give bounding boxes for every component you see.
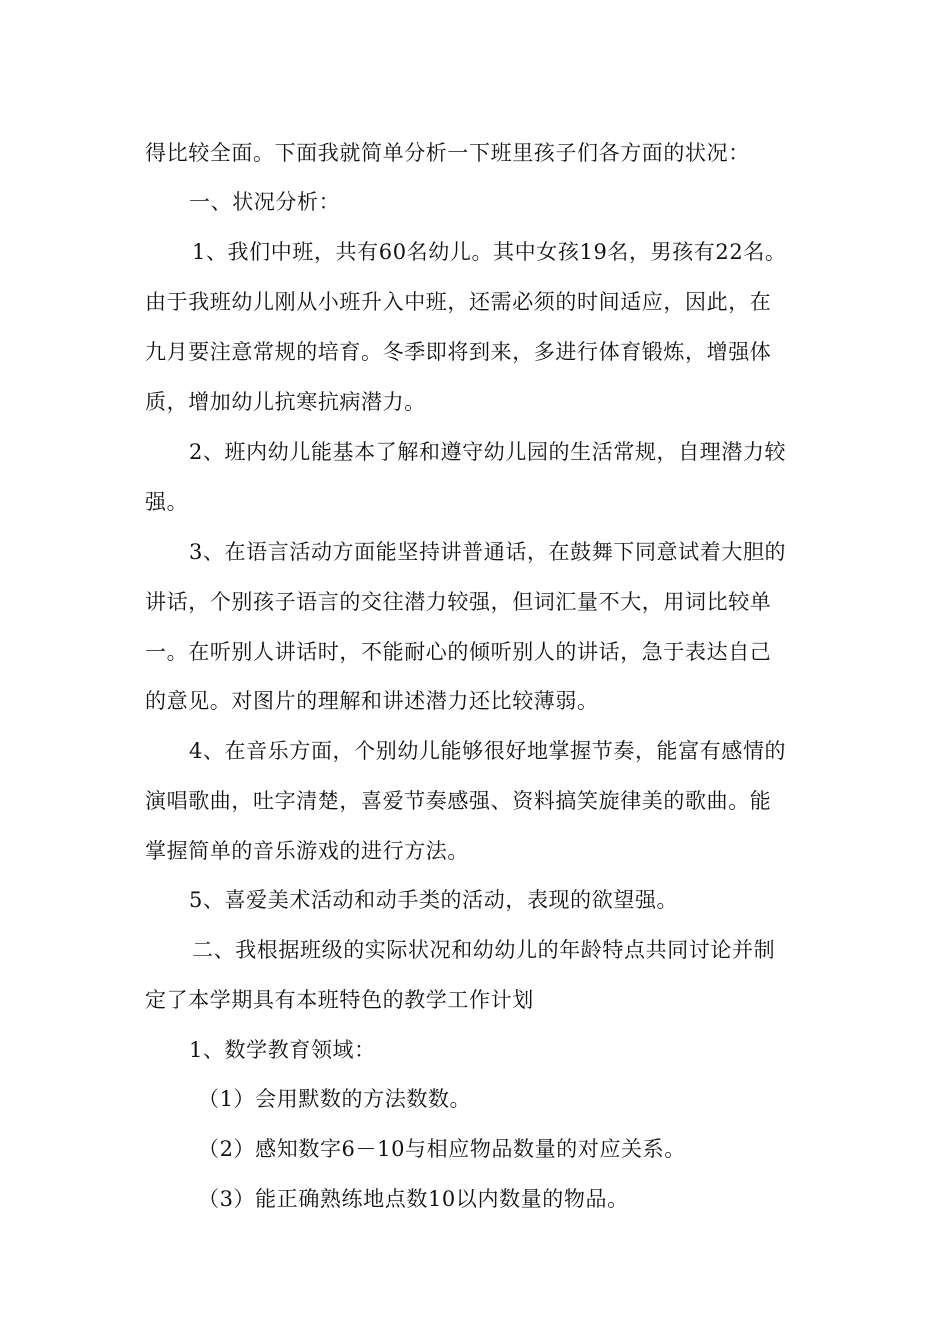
text-line-18: 定了本学期具有本班特色的教学工作计划 (145, 988, 534, 1012)
subheading-math-education: 1、数学教育领域： (189, 1038, 376, 1062)
text-line-9: 3、在语言活动方面能坚持讲普通话，在鼓舞下同意试着大胆的 (189, 540, 787, 564)
text-line-15: 掌握简单的音乐游戏的进行方法。 (145, 839, 469, 863)
section-heading-status-analysis: 一、状况分析： (189, 190, 341, 214)
text-line-16: 5、喜爱美术活动和动手类的活动，表现的欲望强。 (189, 888, 679, 912)
text-line-14: 演唱歌曲，吐字清楚，喜爱节奏感强、资料搞笑旋律美的歌曲。能 (145, 789, 772, 813)
text-line-1: 得比较全面。下面我就简单分析一下班里孩子们各方面的状况： (145, 141, 750, 165)
text-line-4: 由于我班幼儿刚从小班升入中班，还需必须的时间适应，因此，在 (145, 290, 772, 314)
text-line-11: 一。在听别人讲话时，不能耐心的倾听别人的讲话，急于表达自己 (145, 640, 772, 664)
text-line-7: 2、班内幼儿能基本了解和遵守幼儿园的生活常规，自理潜力较 (189, 440, 787, 464)
text-line-13: 4、在音乐方面，个别幼儿能够很好地掌握节奏，能富有感情的 (189, 739, 787, 763)
text-line-5: 九月要注意常规的培育。冬季即将到来，多进行体育锻炼，增强体 (145, 340, 772, 364)
list-item-1: （1）会用默数的方法数数。 (198, 1087, 472, 1111)
text-line-6: 质，增加幼儿抗寒抗病潜力。 (145, 390, 426, 414)
list-item-2: （2）感知数字6－10与相应物品数量的对应关系。 (198, 1137, 686, 1161)
text-line-3: 1、我们中班，共有60名幼儿。其中女孩19名，男孩有22名。 (192, 240, 787, 264)
text-line-12: 的意见。对图片的理解和讲述潜力还比较薄弱。 (145, 689, 599, 713)
text-line-10: 讲话，个别孩子语言的交往潜力较强，但词汇量不大，用词比较单 (145, 590, 772, 614)
section-heading-teaching-plan: 二、我根据班级的实际状况和幼幼儿的年龄特点共同讨论并制 (192, 938, 776, 962)
text-line-8: 强。 (145, 490, 189, 514)
list-item-3: （3）能正确熟练地点数10以内数量的物品。 (198, 1187, 629, 1211)
